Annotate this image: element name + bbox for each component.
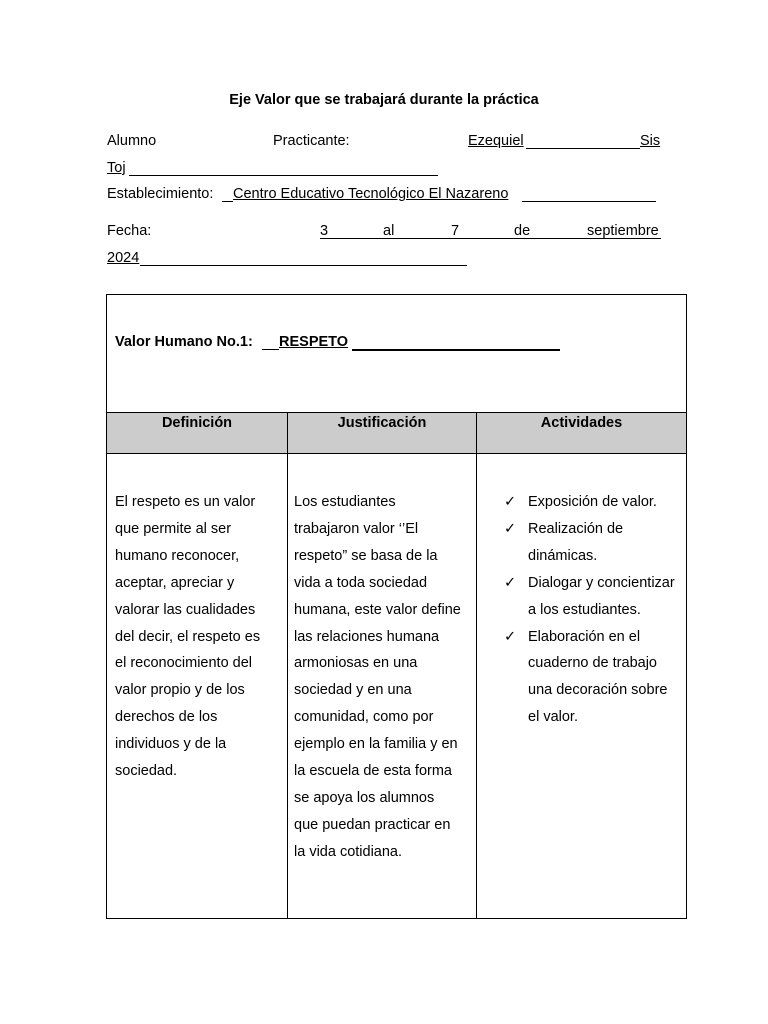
text-line: el valor.: [528, 709, 578, 726]
checkmark-icon: ✓: [504, 574, 517, 591]
text-line: humana, este valor define: [294, 601, 461, 618]
text-line: armoniosas en una: [294, 655, 418, 672]
fecha-year: 2024: [107, 250, 140, 266]
text-line: valorar las cualidades: [115, 601, 256, 618]
text-line: aceptar, apreciar y: [115, 574, 235, 591]
valor-humano-value: RESPETO: [279, 334, 349, 350]
fecha-month: septiembre: [587, 223, 659, 239]
fecha-label: Fecha:: [107, 223, 152, 239]
table-divider: [107, 412, 686, 413]
text-line: comunidad, como por: [294, 709, 434, 726]
table-divider: [107, 453, 686, 454]
activity-item: [504, 516, 675, 570]
header-actividades: Actividades: [540, 415, 623, 431]
text-line: Dialogar y concientizar: [528, 574, 675, 591]
text-line: individuos y de la: [115, 736, 227, 753]
valor-humano-label: Valor Humano No.1:: [115, 334, 253, 350]
text-line: una decoración sobre: [528, 682, 668, 699]
column-divider: [287, 413, 288, 918]
column-divider: [476, 413, 477, 918]
fecha-day-start: 3: [320, 223, 329, 239]
underline: [262, 349, 279, 350]
text-line: Realización de: [528, 520, 624, 537]
activity-item: [504, 624, 675, 732]
text-line: trabajaron valor ‘’El: [294, 520, 419, 537]
establecimiento-value: Centro Educativo Tecnológico El Nazareno: [233, 186, 509, 202]
text-line: que permite al ser: [115, 520, 232, 537]
activity-item: [504, 489, 675, 516]
justificacion-cell: [294, 489, 461, 866]
definicion-cell: [115, 489, 260, 785]
text-line: Exposición de valor.: [528, 494, 657, 510]
underline: [129, 175, 438, 176]
underline: [522, 201, 656, 202]
text-line: ejemplo en la familia y en: [294, 736, 458, 753]
text-line: dinámicas.: [528, 547, 598, 564]
document-title: Eje Valor que se trabajará durante la práctica: [229, 92, 539, 108]
text-line: el reconocimiento del: [115, 655, 253, 672]
text-line: sociedad y en una: [294, 682, 412, 699]
fecha-al: al: [383, 223, 395, 239]
text-line: respeto” se basa de la: [294, 547, 438, 564]
underline: [222, 201, 233, 202]
text-line: que puedan practicar en: [294, 816, 451, 833]
text-line: El respeto es un valor: [115, 494, 256, 510]
text-line: la vida cotidiana.: [294, 843, 403, 860]
text-line: cuaderno de trabajo: [528, 655, 657, 672]
fecha-de: de: [514, 223, 531, 239]
values-table: [106, 294, 687, 919]
text-line: la escuela de esta forma: [294, 763, 452, 780]
student-second-name: Sis: [640, 133, 661, 149]
underline: [140, 265, 467, 266]
text-line: Elaboración en el: [528, 628, 641, 645]
establecimiento-label: Establecimiento:: [107, 186, 214, 202]
text-line: del decir, el respeto es: [115, 628, 261, 645]
alumno-label: Alumno: [107, 133, 157, 149]
text-line: vida a toda sociedad: [294, 574, 428, 591]
underline: [526, 148, 640, 149]
header-justificacion: Justificación: [337, 415, 427, 431]
actividades-cell: [504, 489, 675, 731]
valor-humano-row: [115, 334, 253, 350]
checkmark-icon: ✓: [504, 520, 517, 537]
text-line: derechos de los: [115, 709, 218, 726]
underline: [352, 349, 560, 351]
text-line: las relaciones humana: [294, 628, 440, 645]
text-line: a los estudiantes.: [528, 601, 641, 618]
text-line: se apoya los alumnos: [294, 789, 435, 806]
activity-item: [504, 570, 675, 624]
student-last-name: Toj: [107, 160, 126, 176]
student-first-name: Ezequiel: [468, 133, 524, 149]
header-definicion: Definición: [161, 415, 233, 431]
text-line: sociedad.: [115, 763, 178, 780]
text-line: humano reconocer,: [115, 547, 240, 564]
practicante-label: Practicante:: [273, 133, 350, 149]
fecha-day-end: 7: [451, 223, 460, 239]
checkmark-icon: ✓: [504, 628, 517, 645]
text-line: Los estudiantes: [294, 494, 396, 510]
text-line: valor propio y de los: [115, 682, 245, 699]
checkmark-icon: ✓: [504, 494, 517, 510]
